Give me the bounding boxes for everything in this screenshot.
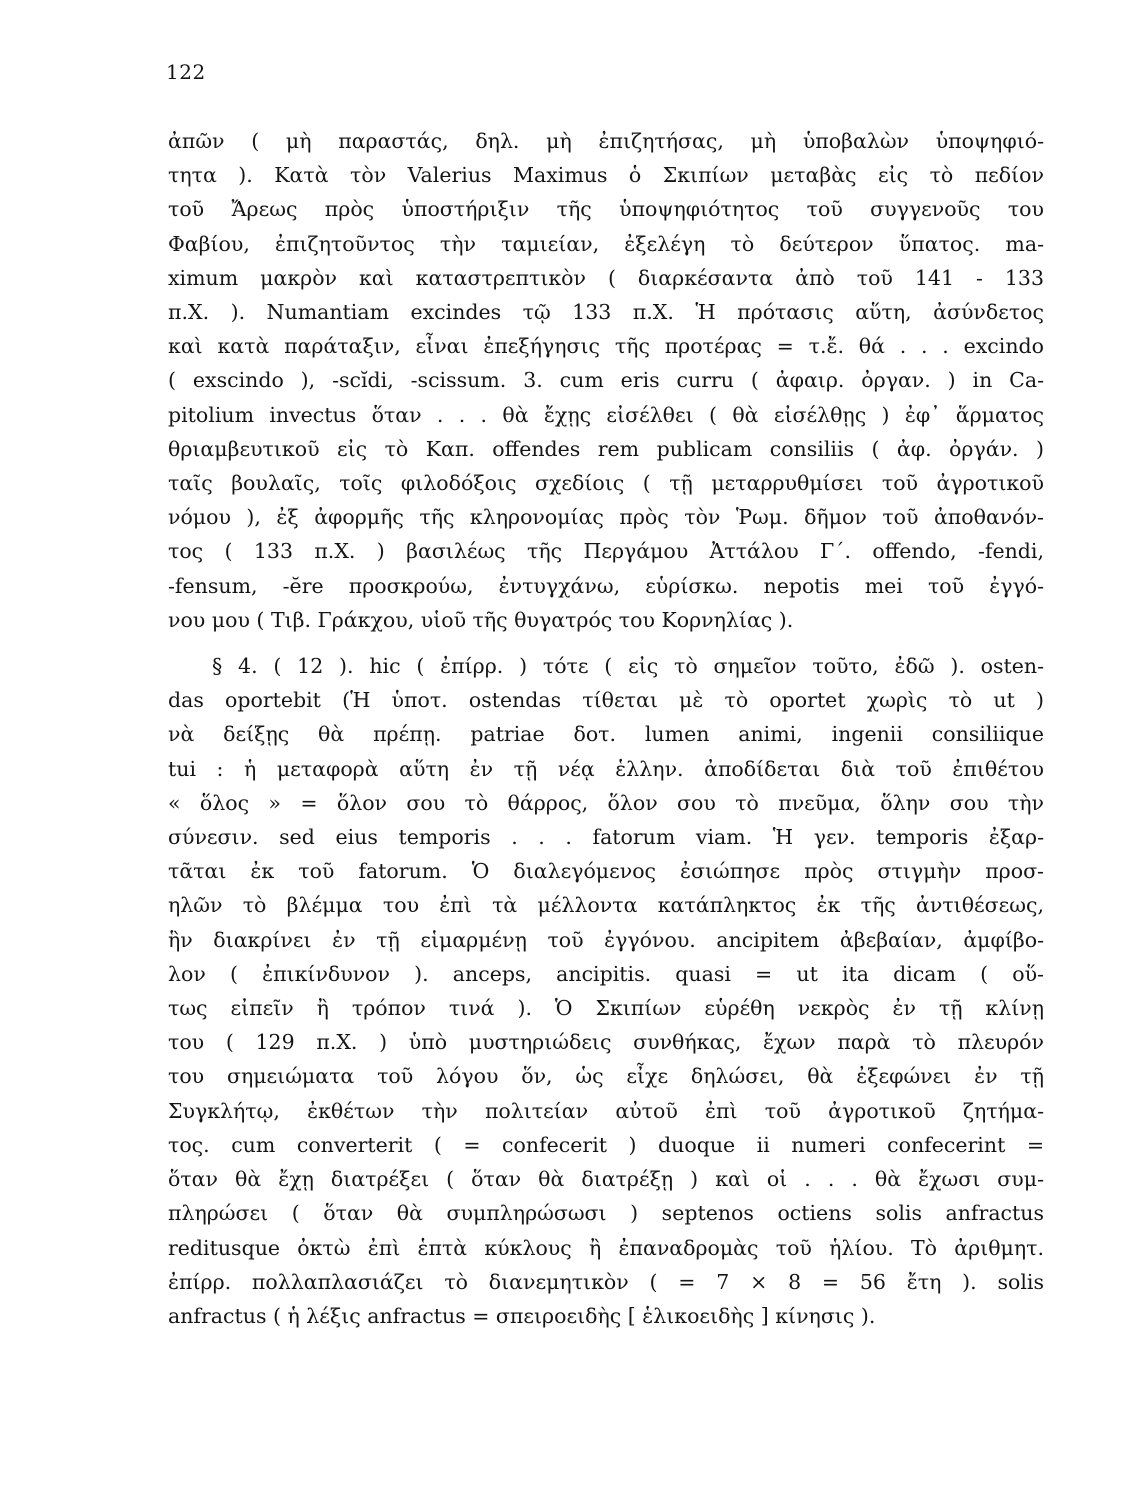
- text-line: τᾶται ἐκ τοῦ fatorum. Ὁ διαλεγόμενος ἐσιώπησε πρὸς στιγμὴν προσ-: [168, 859, 1044, 884]
- paragraph-2: [168, 649, 1044, 1333]
- commentary-text: [168, 124, 1044, 1333]
- text-line: τος ( 133 π.Χ. ) βασιλέως τῆς Περγάμου Ἀττάλου Γ΄. offendo, -fendi,: [168, 539, 1044, 564]
- text-line: ηλῶν τὸ βλέμμα του ἐπὶ τὰ μέλλοντα κατάπληκτος ἐκ τῆς ἀντιθέσεως,: [168, 893, 1044, 918]
- text-line: θριαμβευτικοῦ εἰς τὸ Καπ. offendes rem publicam consiliis ( ἀφ. ὀργάν. ): [168, 436, 1044, 461]
- text-line: π.Χ. ). Numantiam excindes τῷ 133 π.Χ. Ἡ πρότασις αὕτη, ἀσύνδετος: [168, 300, 1044, 325]
- text-line: Φαβίου, ἐπιζητοῦντος τὴν ταμιείαν, ἐξελέγη τὸ δεύτερον ὕπατος. ma-: [168, 231, 1044, 256]
- text-line: τως εἰπεῖν ἢ τρόπον τινά ). Ὁ Σκιπίων εὑρέθη νεκρὸς ἐν τῇ κλίνῃ: [168, 996, 1044, 1021]
- text-line: anfractus ( ἡ λέξις anfractus = σπειροειδὴς [ ἑλικοειδὴς ] κίνησις ).: [168, 1303, 876, 1328]
- text-line: pitolium invectus ὅταν . . . θὰ ἔχῃς εἰσέλθει ( θὰ εἰσέλθῃς ) ἐφ᾽ ἅρματος: [168, 402, 1044, 427]
- text-line: του σημειώματα τοῦ λόγου ὅν, ὡς εἶχε δηλώσει, θὰ ἐξεφώνει ἐν τῇ: [168, 1064, 1044, 1089]
- text-line: ἀπῶν ( μὴ παραστάς, δηλ. μὴ ἐπιζητήσας, μὴ ὑποβαλὼν ὑποψηφιό-: [168, 129, 1044, 153]
- text-line: ἐπίρρ. πολλαπλασιάζει τὸ διανεμητικὸν ( = 7 × 8 = 56 ἔτη ). solis: [168, 1269, 1044, 1294]
- text-line: σύνεσιν. sed eius temporis . . . fatorum viam. Ἡ γεν. temporis ἐξαρ-: [168, 825, 1044, 850]
- text-line: reditusque ὀκτὼ ἐπὶ ἑπτὰ κύκλους ἢ ἐπαναδρομὰς τοῦ ἡλίου. Τὸ ἀριθμητ.: [168, 1235, 1044, 1260]
- text-line: § 4. ( 12 ). hic ( ἐπίρρ. ) τότε ( εἰς τὸ σημεῖον τοῦτο, ἐδῶ ). osten-: [212, 654, 1044, 679]
- text-line: νόμου ), ἐξ ἀφορμῆς τῆς κληρονομίας πρὸς τὸν Ῥωμ. δῆμον τοῦ ἀποθανόν-: [168, 505, 1044, 530]
- text-line: Συγκλήτῳ, ἐκθέτων τὴν πολιτείαν αὐτοῦ ἐπὶ τοῦ ἀγροτικοῦ ζητήμα-: [168, 1098, 1044, 1123]
- paragraph-gap: [168, 637, 1044, 649]
- text-line: ( exscindo ), -scĭdi, -scissum. 3. cum eris curru ( ἀφαιρ. ὀργαν. ) in Ca-: [168, 368, 1044, 393]
- text-line: νου μου ( Τιβ. Γράκχου, υἱοῦ τῆς θυγατρός του Κορνηλίας ).: [168, 607, 794, 632]
- text-line: τητα ). Κατὰ τὸν Valerius Maximus ὁ Σκιπίων μεταβὰς εἰς τὸ πεδίον: [168, 163, 1044, 188]
- text-line: τος. cum converterit ( = confecerit ) duoque ii numeri confecerint =: [168, 1132, 1044, 1157]
- text-line: -fensum, -ĕre προσκρούω, ἐντυγχάνω, εὑρίσκω. nepotis mei τοῦ ἐγγό-: [168, 573, 1044, 598]
- text-line: τοῦ Ἄρεως πρὸς ὑποστήριξιν τῆς ὑποψηφιότητος τοῦ συγγενοῦς του: [168, 197, 1044, 222]
- text-line: tui : ἡ μεταφορὰ αὕτη ἐν τῇ νέᾳ ἑλλην. ἀποδίδεται διὰ τοῦ ἐπιθέτου: [168, 756, 1044, 781]
- text-line: das oportebit (Ἡ ὑποτ. ostendas τίθεται μὲ τὸ oportet χωρὶς τὸ ut ): [168, 688, 1044, 713]
- text-line: πληρώσει ( ὅταν θὰ συμπληρώσωσι ) septenos octiens solis anfractus: [168, 1201, 1044, 1226]
- page-number: 122: [166, 60, 206, 84]
- text-line: του ( 129 π.Χ. ) ὑπὸ μυστηριώδεις συνθήκας, ἔχων παρὰ τὸ πλευρόν: [168, 1030, 1044, 1055]
- text-line: ὅταν θὰ ἔχῃ διατρέξει ( ὅταν θὰ διατρέξῃ ) καὶ οἱ . . . θὰ ἔχωσι συμ-: [168, 1167, 1044, 1192]
- paragraph-1: [168, 124, 1044, 637]
- text-line: ἣν διακρίνει ἐν τῇ εἱμαρμένῃ τοῦ ἐγγόνου. ancipitem ἀβεβαίαν, ἀμφίβο-: [168, 927, 1044, 952]
- text-line: ximum μακρὸν καὶ καταστρεπτικὸν ( διαρκέσαντα ἀπὸ τοῦ 141 - 133: [168, 265, 1044, 290]
- text-line: καὶ κατὰ παράταξιν, εἶναι ἐπεξήγησις τῆς προτέρας = τ.ἔ. θά . . . excindo: [168, 334, 1044, 359]
- text-line: ταῖς βουλαῖς, τοῖς φιλοδόξοις σχεδίοις ( τῇ μεταρρυθμίσει τοῦ ἀγροτικοῦ: [168, 471, 1044, 496]
- text-line: « ὅλος » = ὅλον σου τὸ θάρρος, ὅλον σου τὸ πνεῦμα, ὅλην σου τὴν: [168, 790, 1044, 815]
- text-line: νὰ δείξῃς θὰ πρέπῃ. patriae δοτ. lumen animi, ingenii consiliique: [168, 722, 1044, 747]
- text-line: λον ( ἐπικίνδυνον ). anceps, ancipitis. quasi = ut ita dicam ( οὕ-: [168, 961, 1044, 986]
